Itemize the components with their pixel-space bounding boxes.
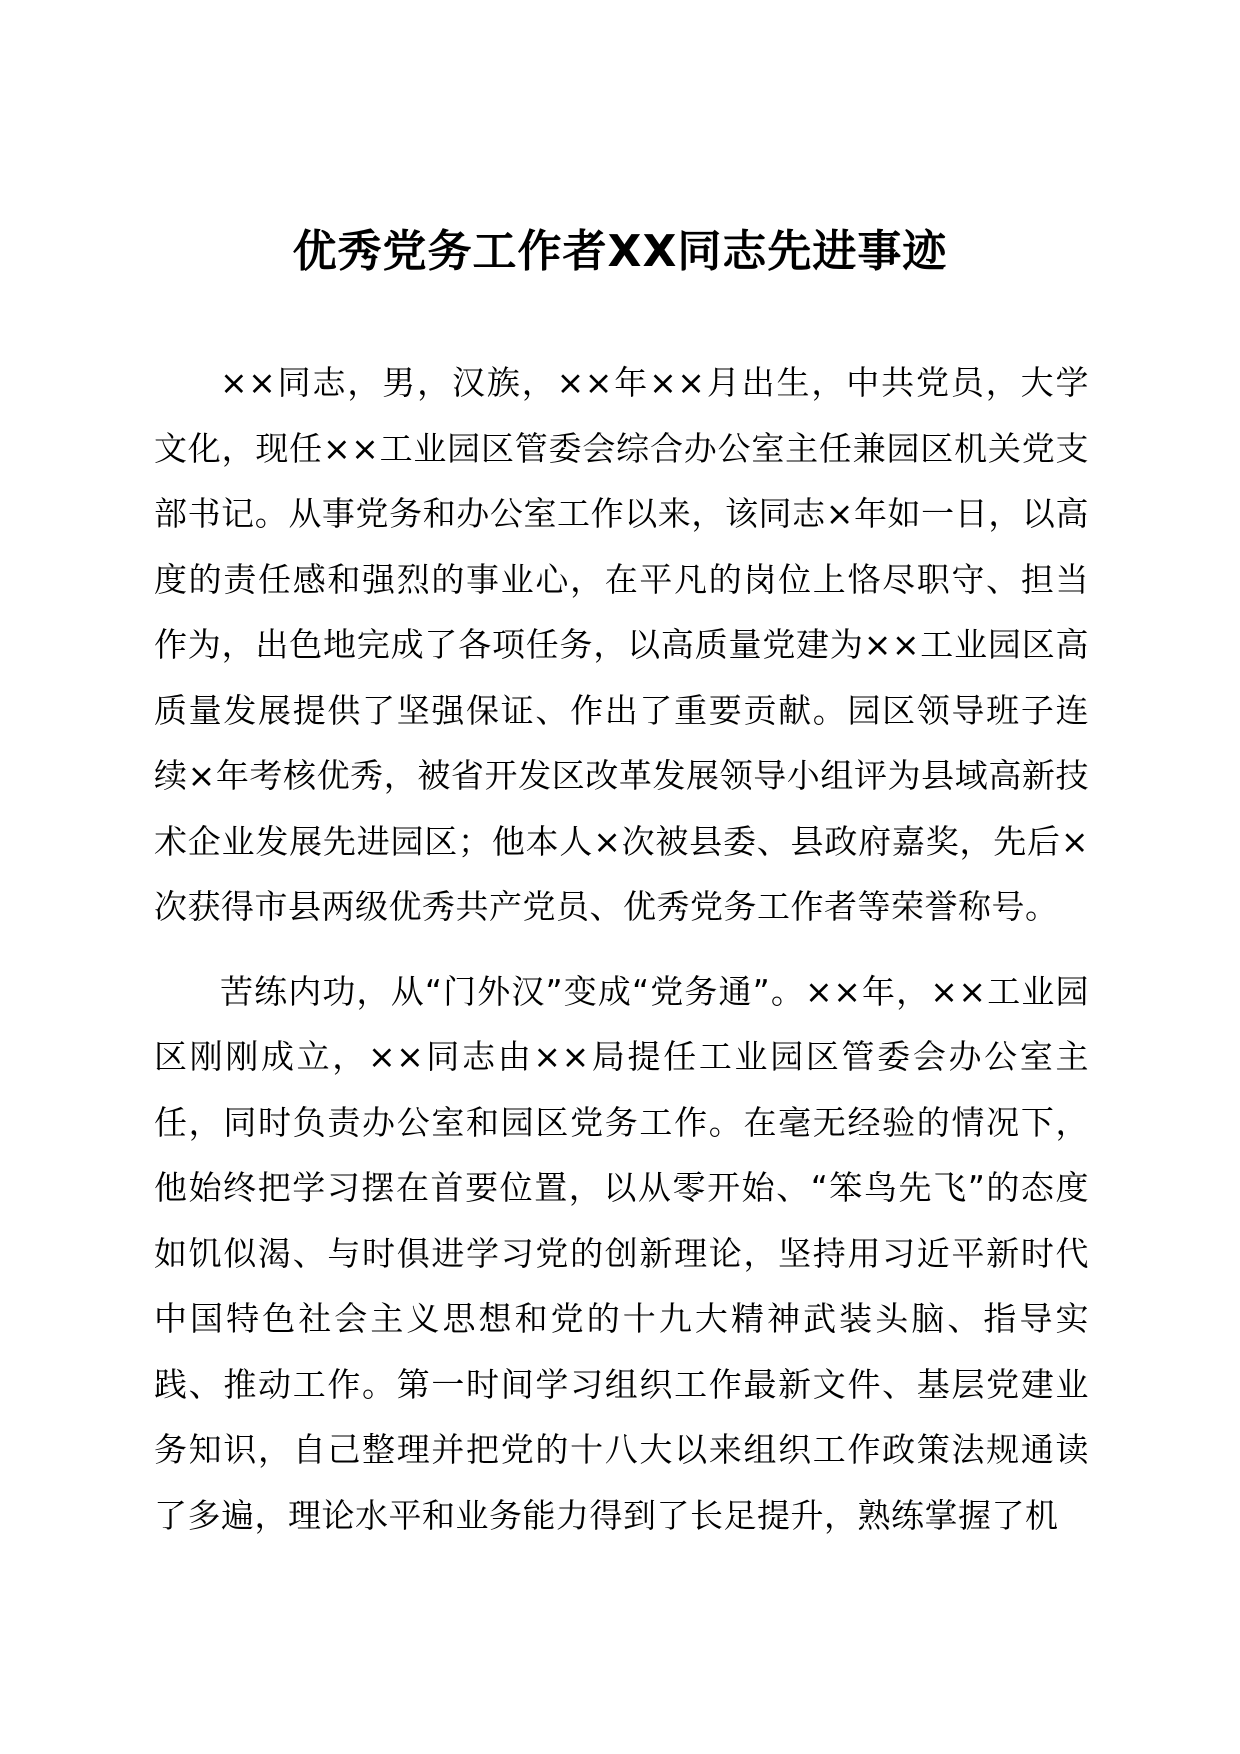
paragraph-personal-profile: ××同志，男，汉族，××年××月出生，中共党员，大学文化，现任××工业园区管委会综合办公室主任兼园区机关党支部书记。从事党务和办公室工作以来，该同志×年如一日，以高度的责任感和强烈的事业心，在平凡的岗位上恪尽职守、担当作为，出色地完成了各项任务，以高质量党建为××工业园区高质量发展提供了坚强保证、作出了重要贡献。园区领导班子连续×年考核优秀，被省开发区改革发展领导小组评为县域高新技术企业发展先进园区；他本人×次被县委、县政府嘉奖，先后×次获得市县两级优秀共产党员、优秀党务工作者等荣誉称号。 [154, 363, 1089, 926]
document-body [154, 350, 1089, 1548]
paragraph-study-section: 苦练内功，从“门外汉”变成“党务通”。××年，××工业园区刚刚成立，××同志由××局提任工业园区管委会办公室主任，同时负责办公室和园区党务工作。在毫无经验的情况下，他始终把学习摆在首要位置，以从零开始、“笨鸟先飞”的态度如饥似渴、与时俱进学习党的创新理论，坚持用习近平新时代中国特色社会主义思想和党的十九大精神武装头脑、指导实践、推动工作。第一时间学习组织工作最新文件、基层党建业务知识，自己整理并把党的十八大以来组织工作政策法规通读了多遍，理论水平和业务能力得到了长足提升，熟练掌握了机 [154, 971, 1089, 1535]
document-title: 优秀党务工作者XX同志先进事迹 [292, 226, 948, 277]
